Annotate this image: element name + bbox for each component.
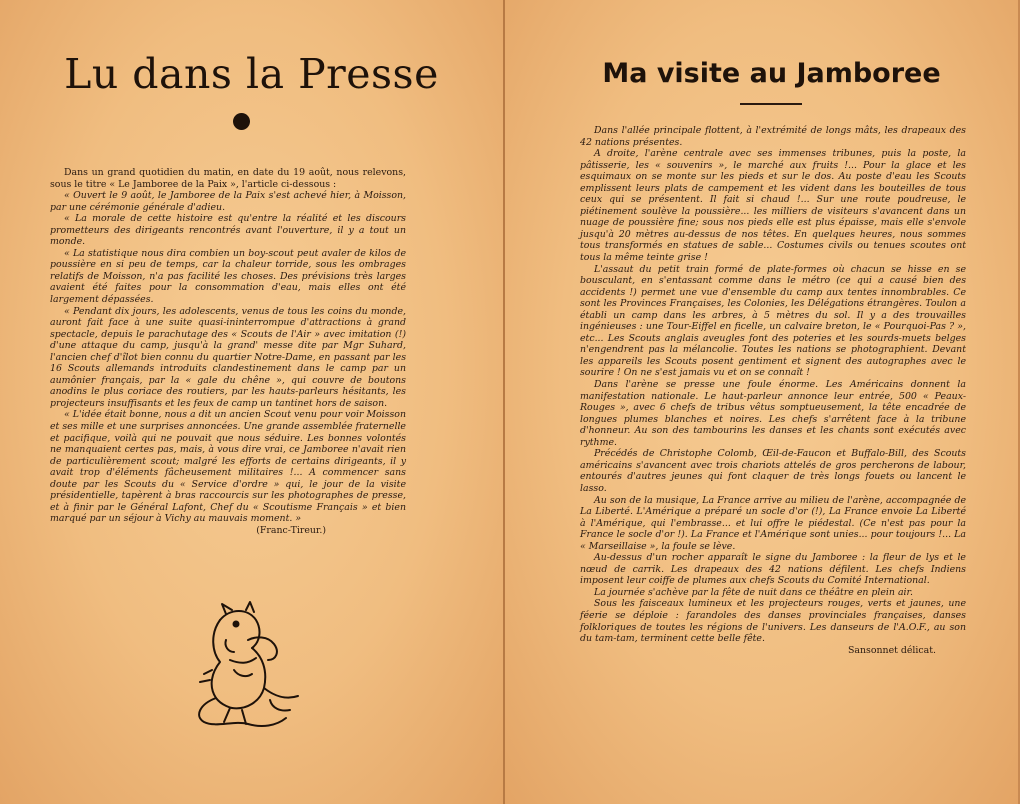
right-page-title: Ma visite au Jamboree	[602, 58, 941, 89]
article-paragraph: Dans l'allée principale flottent, à l'extrémité de longs mâts, les drapeaux des 42 nations présentes.	[580, 125, 966, 148]
right-page	[505, 0, 1018, 804]
left-page	[0, 0, 505, 804]
article-paragraph: « Ouvert le 9 août, le Jamboree de la Paix s'est achevé hier, à Moisson, par une cérémonie générale d'adieu.	[50, 190, 406, 213]
title-divider-rule	[740, 103, 802, 105]
article-paragraph: A droite, l'arène centrale avec ses immenses tribunes, puis la poste, la pâtisserie, les « souvenirs », le marché aux fruits !... Pour la glace et les esquimaux on se monte sur les pieds et sur le dos. Au poste d'eau les Scouts emplissent leurs plats de campement et les vident dans les bouteilles de tous ceux qui se présentent. Il fait si chaud !... Sur une route poudreuse, le piétinement soulève la poussière... les milliers de visiteurs s'avancent dans un nuage de poussière fine; sous nos pieds elle est plus épaisse, mais elle s'envole jusqu'à 20 mètres au-dessus de nos têtes. En quelques heures, nous sommes tous transformés en statues de sable... Costumes civils ou tenues scoutes ont tous la même teinte grise !	[580, 148, 966, 264]
article-author: Sansonnet délicat.	[847, 644, 936, 656]
article-paragraph: Au-dessus d'un rocher apparaît le signe du Jamboree : la fleur de lys et le nœud de carrik. Les drapeaux des 42 nations défilent. Les chefs Indiens imposent leur coiffe de plumes aux chefs Scouts du Comité International.	[580, 552, 966, 587]
article-paragraph: « La morale de cette histoire est qu'entre la réalité et les discours prometteurs des dirigeants rencontrés avant l'ouverture, il y a tout un monde.	[50, 213, 406, 248]
left-article-body	[50, 167, 406, 537]
article-paragraph: Sous les faisceaux lumineux et les projecteurs rouges, verts et jaunes, une féerie se déploie : farandoles des danses provinciales françaises, danses folkloriques de toutes les régions de l'univers. Les danseurs de l'A.O.F., au son du tam-tam, terminent cette belle fête.	[580, 598, 966, 645]
article-source: (Franc-Tireur.)	[256, 524, 326, 536]
squirrel-illustration	[190, 600, 310, 730]
article-paragraph: « L'idée était bonne, nous a dit un ancien Scout venu pour voir Moisson et ses mille et une surprises annoncées. Une grande assemblée fraternelle et pacifique, voilà qui ne pouvait que nous séduire. Les bonnes volontés ne manquaient certes pas, mais, à vous dire vrai, ce Jamboree n'avait rien de particulièrement scout; malgré les efforts de certains dirigeants, il y avait trop d'éléments fâcheusement militaires !... A commencer sans doute par les Scouts du « Service d'ordre » qui, le jour de la visite présidentielle, tapèrent à bras raccourcis sur les photographes de presse, et à finir par le Général Lafont, Chef du « Scoutisme Français » et bien marqué par un séjour à Vichy au mauvais moment. »	[50, 409, 406, 525]
title-bullet-ornament	[233, 113, 250, 130]
article-paragraph: Dans l'arène se presse une foule énorme. Les Américains donnent la manifestation nationale. Le haut-parleur annonce leur entrée, 500 « Peaux-Rouges », avec 6 chefs de tribus vêtus somptueusement, la tête encadrée de longues plumes blanches et noires. Les chefs s'arrêtent face à la tribune d'honneur. Au son des tambourins les danses et les chants sont exécutés avec rythme.	[580, 379, 966, 448]
article-intro: Dans un grand quotidien du matin, en date du 19 août, nous relevons, sous le titre « Le Jamboree de la Paix », l'article ci-dessous :	[50, 167, 406, 190]
article-paragraph: La journée s'achève par la fête de nuit dans ce théâtre en plein air.	[594, 586, 913, 598]
article-paragraph: « La statistique nous dira combien un boy-scout peut avaler de kilos de poussière en si peu de temps, car la chaleur torride, sous les ombrages relatifs de Moisson, n'a pas facilité les choses. Des prévisions très larges avaient été faites pour la consommation d'eau, mais elles ont été largement dépassées.	[50, 247, 406, 306]
article-paragraph: L'assaut du petit train formé de plate-formes où chacun se hisse en se bousculant, en s'entassant comme dans le métro (ce qui a causé bien des accidents !) permet une vue d'ensemble du camp aux tentes innombrables. Ce sont les Provinces Françaises, les Colonies, les Délégations étrangères. Toulon a établi un camp dans les arbres, à 5 mètres du sol. Il y a des trouvailles ingénieuses : une Tour-Eiffel en ficelle, un calvaire breton, le « Pourquoi-Pas ? », etc... Les Scouts anglais aveugles font des poteries et les sourds-muets belges n'engendrent pas la mélancolie. Toutes les nations se photographient. Devant les appareils les Scouts posent gentiment et signent des autographes avec le sourire ! On ne s'est jamais vu et on se connaît !	[580, 263, 966, 379]
article-paragraph: Au son de la musique, La France arrive au milieu de l'arène, accompagnée de La Liberté. L'Amérique a préparé un socle d'or (!), La France envoie La Liberté à l'Amérique, qui l'embrasse... et lui offre le piédestal. (Ce n'est pas pour la France le socle d'or !). La France et l'Amérique sont unies... pour toujours !... La « Marseillaise », la foule se lève.	[580, 494, 966, 552]
right-article-body	[580, 125, 966, 656]
article-paragraph: « Pendant dix jours, les adolescents, venus de tous les coins du monde, auront fait face à une suite quasi-ininterrompue d'attractions à grand spectacle, depuis le parachutage des « Scouts de l'Air » avec imitation (!) d'une attaque du camp, jusqu'à la grand' messe dite par Mgr Suhard, l'ancien chef d'îlot bien connu du quartier Notre-Dame, en passant par les 16 Scouts allemands introduits clandestinement dans le camp par un aumônier français, par la « gale du chêne », qui couvre de boutons anodins le plus coriace des routiers, par les hauts-parleurs hésitants, les projecteurs insuffisants et les feux de camp un tantinet hors de saison.	[50, 305, 406, 409]
left-page-title: Lu dans la Presse	[64, 50, 439, 98]
article-paragraph: Précédés de Christophe Colomb, Œil-de-Faucon et Buffalo-Bill, des Scouts américains s'avancent avec trois chariots attelés de gros percherons de labour, entourés d'autres jeunes qui font claquer de très longs fouets ou lancent le lasso.	[580, 448, 966, 494]
